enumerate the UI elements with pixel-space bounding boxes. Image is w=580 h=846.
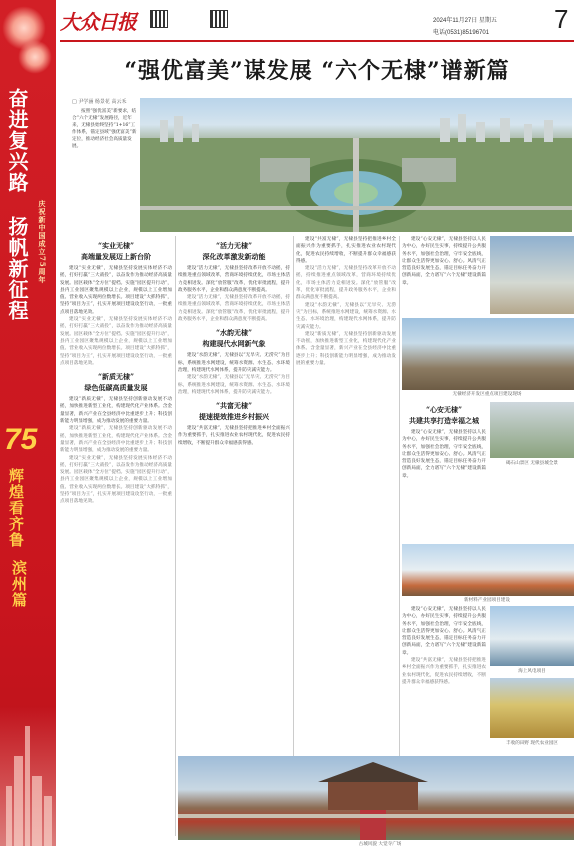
section-title: “新质无棣”: [97, 372, 135, 382]
section-body: 建设“共富无棣”，无棣县坚持把推进乡村全面振兴作为重要抓手，扎实推进农业农村现代化，促进农民持续增收，不断提升群众幸福感获得感。: [402, 658, 486, 685]
section-subtitle: 提速提效推进乡村振兴: [199, 412, 269, 422]
section-body: 建设“新质无棣”，无棣县坚持创新驱动发展不动摇，加快推进新型工业化，构建现代化产业体系。含金量显著，新兴产业在全县经济中比重逐步上升；科技创新能力明显增强，成为推动发展的重要力量。: [60, 397, 172, 425]
section-title: “水韵无棣”: [215, 328, 253, 338]
section-body: 建设“心安无棣”，无棣县坚持以人民为中心，办好民生实事，持续提升公共服务水平，加强社会治理，守牢安全底线，让群众生活得更加安心、舒心。风清气正营造良好发展生态，锚定目标任务奋力开创新局面，全力谱写“六个无棣”建设新篇章。: [402, 607, 486, 656]
photo-caption: 古城风貌 大觉寺广场: [358, 842, 402, 846]
article-column-1: [60, 236, 172, 836]
anniversary-75-mark: 75: [4, 423, 38, 456]
section-body: 建设“活力无棣”，无棣县坚持改革开放不动摇，持续推进重点领域改革，营商环境持续优化，市场主体活力竞相迸发。深化“放管服”改革，优化审批流程，提升政务服务水平，企业和群众满意度不断提高。: [296, 266, 396, 301]
new-materials-photo: [402, 544, 574, 596]
lead-paragraph: [72, 98, 138, 222]
column-divider: [293, 236, 294, 836]
section-body: 建设“共富无棣”，无棣县坚持把推进乡村全面振兴作为重要抓手，扎实推进农业农村现代化，促进农民持续增收，不断提升群众幸福感获得感。: [178, 426, 290, 446]
section-subtitle: 高端量发展迈上新台阶: [81, 252, 151, 261]
section-body: 建设“实业无棣”，无棣县坚持发展实体经济不动摇，打好打赢“三大战役”，以奋发作为推动经济高质量发展。园区载体“全方位”提档。实施“园区提升行动”，县内工业园区聚集规模以上企业，规模以上工业增加值、营业收入实现两位数增长。项目建设“大抓特抓”，坚持“项目为王”，扎实开展项目建设攻坚行动，一批重点项目落地见效。: [60, 317, 172, 366]
ancient-city-photo: [178, 756, 574, 840]
project-site-photo: [402, 318, 574, 390]
section-title: “活力无棣”: [215, 241, 253, 250]
industrial-site-photo: [490, 236, 574, 314]
photo-caption: 无棣经济开发区重点项目建设现场: [452, 392, 522, 397]
page-number: 7: [554, 4, 569, 34]
contact-phone: 电话(0531)85196701: [433, 30, 490, 36]
ancient-city-illustration: [178, 756, 574, 840]
column-divider: [175, 236, 176, 836]
section-body: 建设“实业无棣”，无棣县坚持发展实体经济不动摇，打好打赢“三大战役”，以奋发作为推动经济高质量发展。园区载体“全方位”提档。实施“园区提升行动”，县内工业园区聚集规模以上企业，规模以上工业增加值、营业收入实现两位数增长。项目建设“大抓特抓”，坚持“项目为王”，扎实开展项目建设攻坚行动，一批重点项目落地见效。: [60, 455, 172, 505]
column-divider: [399, 236, 400, 836]
farmland-photo: [490, 678, 574, 738]
newspaper-logo: 大众日报: [60, 10, 136, 34]
firework-decoration: [18, 40, 52, 74]
photo-caption: 新材料产业园项目建设: [464, 598, 510, 603]
banner-slogan-2: 扬帆新征程: [5, 216, 29, 321]
section-body: 建设“新质无棣”，无棣县坚持创新驱动发展不动摇，加快推进新型工业化，构建现代化产业体系。含金量显著，新兴产业在全县经济中比重逐步上升；科技创新能力明显增强，成为推动发展的重要力量。: [296, 331, 396, 367]
banner-slogan-3: 辉煌看齐鲁: [7, 468, 25, 548]
section-body: 建设“心安无棣”，无棣县坚持以人民为中心，办好民生实事，持续提升公共服务水平，加强社会治理，守牢安全底线，让群众生活得更加安心、舒心。风清气正营造良好发展生态，锚定目标任务奋力开创新局面，全力谱写“六个无棣”建设新篇章。: [402, 430, 486, 479]
city-skyline-illustration: [0, 706, 56, 846]
qr-code-icon[interactable]: [150, 10, 168, 28]
photo-caption: 碣石山景区 无棣县城全景: [506, 461, 558, 466]
section-body: 建设“活力无棣”，无棣县坚持改革开放不动摇，持续推进重点领域改革，营商环境持续优化，市场主体活力竞相迸发。深化“放管服”改革，优化审批流程，提升政务服务水平，企业和群众满意度不断提高。: [178, 266, 290, 293]
article-column-2: [178, 236, 290, 836]
section-body: 建设“实业无棣”，无棣县坚持发展实体经济不动摇，打好打赢“三大战役”，以奋发作为推动经济高质量发展。园区载体“全方位”提档。实施“园区提升行动”，县内工业园区聚集规模以上企业，规模以上工业增加值、营业收入实现两位数增长。项目建设“大抓特抓”，坚持“项目为王”，扎实开展项目建设攻坚行动，一批重点项目落地见效。: [60, 266, 172, 315]
wind-power-photo: [490, 606, 574, 666]
banner-region: 滨州篇: [10, 560, 28, 608]
section-body: 建设“共富无棣”，无棣县坚持把推进乡村全面振兴作为重要抓手，扎实推进农业农村现代化，促进农民持续增收，不断提升群众幸福感获得感。: [296, 237, 396, 264]
article-column-5: [402, 400, 486, 540]
masthead-rule: [60, 40, 574, 42]
banner-subtitle: 庆祝新中国成立75周年: [38, 200, 47, 284]
byline: □ 尹学涵 杨景花 高云禾: [72, 99, 127, 105]
article-column-6: [402, 606, 486, 756]
section-title: “实业无棣”: [97, 241, 135, 250]
section-subtitle: 共建共享打造幸福之城: [409, 416, 479, 425]
lead-text: 按照“强优富美”新要求，结合“六个无棣”发展路径，近年来，无棣县始终坚持“1+16”工作体系，锚定县域“强优富美”新定位，推动经济社会高质量发展。: [72, 109, 137, 149]
scenic-photo: [490, 402, 574, 458]
section-body: 建设“水韵无棣”，无棣县以“无旱灾、无涝灾”为目标，系统推进水网建设，统筹水资源、水生态、水环境治理，构建现代水网体系，提升防灾减灾能力。: [178, 375, 290, 395]
anniversary-banner: [0, 0, 56, 846]
section-title: “心安无棣”: [425, 405, 463, 414]
aerial-photo-illustration: [140, 98, 572, 232]
article-column-4: [402, 236, 486, 310]
section-body: 建设“心安无棣”，无棣县坚持以人民为中心，办好民生实事，持续提升公共服务水平，加强社会治理，守牢安全底线，让群众生活得更加安心、舒心。风清气正营造良好发展生态，锚定目标任务奋力开创新局面，全力谱写“六个无棣”建设新篇章。: [402, 237, 486, 286]
aerial-city-photo: [140, 98, 572, 232]
photo-caption: 丰收的田野 现代农业园区: [506, 741, 558, 746]
section-subtitle: 绿色低碳高质量发展: [84, 383, 148, 393]
masthead: [60, 4, 576, 40]
section-body: 建设“水韵无棣”，无棣县以“无旱灾、无涝灾”为目标，系统推进水网建设，统筹水资源、水生态、水环境治理，构建现代水网体系，提升防灾减灾能力。: [178, 353, 290, 373]
banner-slogan-1: 奋进复兴路: [5, 88, 29, 193]
article-column-3: [296, 236, 396, 836]
section-subtitle: 构建现代水网新气象: [202, 339, 266, 349]
section-body: 建设“活力无棣”，无棣县坚持改革开放不动摇，持续推进重点领域改革，营商环境持续优化，市场主体活力竞相迸发。深化“放管服”改革，优化审批流程，提升政务服务水平，企业和群众满意度不断提高。: [178, 295, 290, 323]
photo-caption: 海上风电项目: [518, 669, 546, 674]
section-title: “共富无棣”: [215, 401, 253, 411]
section-body: 建设“新质无棣”，无棣县坚持创新驱动发展不动摇，加快推进新型工业化，构建现代化产业体系。含金量显著，新兴产业在全县经济中比重逐步上升；科技创新能力明显增强，成为推动发展的重要力量。: [60, 426, 172, 454]
section-body: 建设“水韵无棣”，无棣县以“无旱灾、无涝灾”为目标，系统推进水网建设，统筹水资源、水生态、水环境治理，构建现代水网体系，提升防灾减灾能力。: [296, 302, 396, 330]
section-subtitle: 深化改革激发新动能: [202, 252, 266, 261]
page-headline: “强优富美”谋发展 “六个无棣”谱新篇: [124, 58, 510, 84]
issue-date: 2024年11月27日 星期五: [433, 18, 497, 24]
qr-code-icon[interactable]: [210, 10, 228, 28]
